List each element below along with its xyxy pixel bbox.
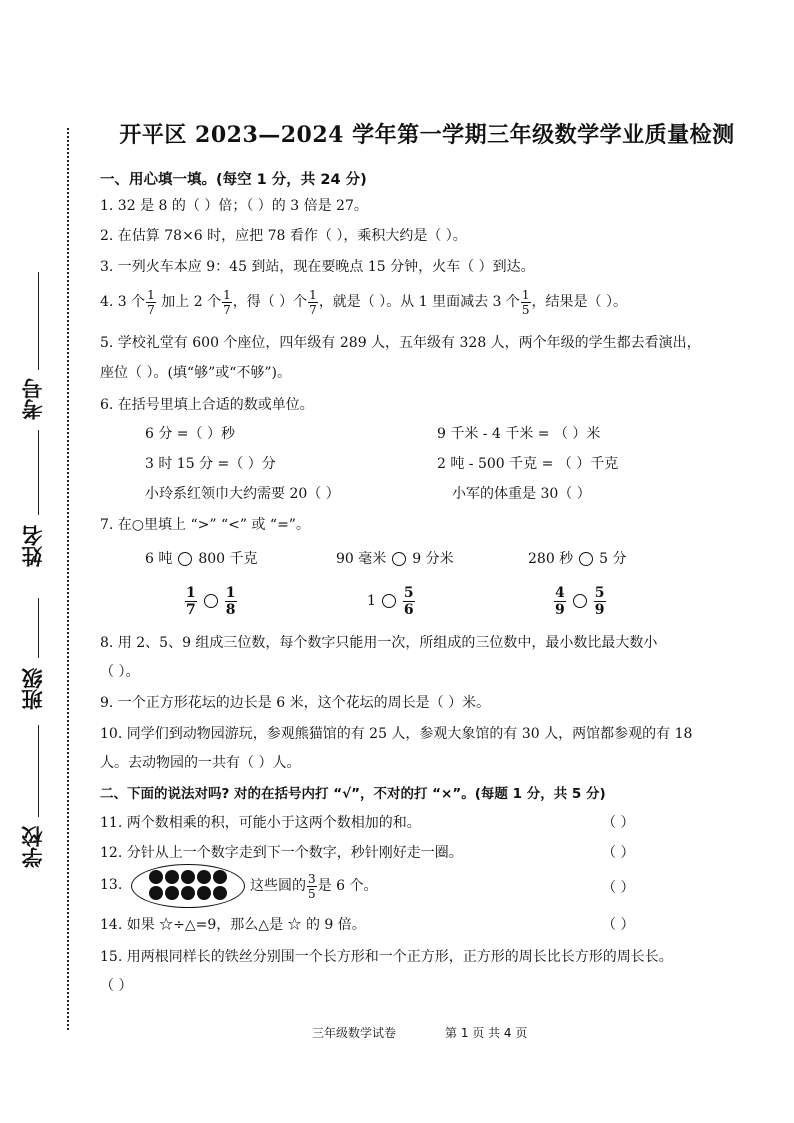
- class-label: 班级: [21, 668, 45, 710]
- question-6d: 2 吨 - 500 千克 = （ ）千克: [437, 456, 619, 472]
- class-line: [38, 598, 39, 658]
- question-12: 12. 分针从上一个数字走到下一个数字，秒针刚好走一圈。: [100, 845, 463, 861]
- question-7e: [367, 581, 416, 621]
- question-6-stem: 6. 在括号里填上合适的数或单位。: [100, 397, 314, 413]
- question-4-part5: ，结果是（ ）。: [531, 294, 627, 310]
- question-14: 14. 如果 ☆÷△=9，那么△是 ☆ 的 9 倍。: [100, 917, 366, 933]
- binding-dotted-line: [67, 128, 69, 1030]
- compare-circle[interactable]: [204, 594, 218, 608]
- compare-circle[interactable]: [573, 594, 587, 608]
- question-4-part2: 加上 2 个: [156, 294, 222, 310]
- circle-dot: [197, 870, 211, 884]
- question-7c: [528, 548, 627, 568]
- question-11: 11. 两个数相乘的积，可能小于这两个数相加的和。: [100, 815, 421, 831]
- circle-dot: [149, 886, 163, 900]
- answer-paren-14[interactable]: （ ）: [602, 917, 635, 933]
- question-13-number: 13.: [100, 877, 123, 893]
- answer-paren-15[interactable]: （ ）: [100, 978, 133, 994]
- question-6c: 3 时 15 分 =（ ）分: [145, 456, 276, 472]
- question-3: 3. 一列火车本应 9：45 到站，现在要晚点 15 分钟，火车（ ）到达。: [100, 259, 535, 275]
- question-4-part1: 4. 3 个: [100, 294, 146, 310]
- circle-dot: [213, 886, 227, 900]
- question-2: 2. 在估算 78×6 时，应把 78 看作（ ），乘积大约是（ ）。: [100, 228, 467, 244]
- section2-heading: 二、下面的说法对吗? 对的在括号内打 “√”，不对的打 “×”。(每题 1 分，共 5 分): [100, 786, 606, 802]
- fraction: $\frac{4}{9}$: [555, 584, 565, 618]
- compare-circle[interactable]: [392, 552, 406, 566]
- compare-circle[interactable]: [382, 594, 396, 608]
- compare-right: 800 千克: [198, 551, 258, 567]
- question-7a: [145, 548, 258, 568]
- question-13-text: [250, 866, 377, 906]
- compare-left: 90 毫米: [336, 551, 387, 567]
- question-5-line1: 5. 学校礼堂有 600 个座位，四年级有 289 人，五年级有 328 人，两个年级的学生都去看演出，: [100, 335, 701, 351]
- answer-paren-13[interactable]: （ ）: [602, 880, 635, 896]
- circle-dot: [165, 870, 179, 884]
- question-6a: 6 分 =（ ）秒: [145, 426, 235, 442]
- question-10-line1: 10. 同学们到动物园游玩，参观熊猫馆的有 25 人，参观大象馆的有 30 人，两馆都参观的有 18: [100, 726, 693, 742]
- name-line: [38, 430, 39, 515]
- circles-group-image: [131, 864, 245, 908]
- question-7-stem: 7. 在○里填上 “>” “<” 或 “=”。: [100, 517, 310, 533]
- compare-circle[interactable]: [579, 552, 593, 566]
- exam-title: 开平区 2023—2024 学年第一学期三年级数学学业质量检测: [119, 122, 735, 148]
- fraction: $\frac{5}{9}$: [594, 584, 605, 618]
- fraction: $\frac{1}{5}$: [521, 287, 530, 317]
- compare-left: 1: [367, 593, 376, 609]
- question-4-part4: ，就是（ ）。从 1 里面减去 3 个: [318, 294, 520, 310]
- compare-right: 5 分: [599, 551, 627, 567]
- question-6f: 小军的体重是 30（ ）: [452, 486, 591, 502]
- question-9: 9. 一个正方形花坛的边长是 6 米，这个花坛的周长是（ ）米。: [100, 695, 491, 711]
- answer-paren-11[interactable]: （ ）: [602, 815, 635, 831]
- question-6b: 9 千米 - 4 千米 = （ ）米: [437, 426, 601, 442]
- question-13-part1: 这些圆的: [250, 878, 306, 894]
- compare-left: 280 秒: [528, 551, 574, 567]
- question-6e: 小玲系红领巾大约需要 20（ ）: [145, 486, 340, 502]
- school-line: [38, 725, 39, 817]
- question-8-line2: （ ）。: [100, 664, 140, 680]
- fraction: $\frac{3}{5}$: [308, 871, 316, 901]
- question-7b: [336, 548, 454, 568]
- school-label: 学校: [21, 826, 45, 868]
- circle-dot: [197, 886, 211, 900]
- footer-page-number: 第 1 页 共 4 页: [445, 1026, 528, 1040]
- circle-dot: [181, 870, 195, 884]
- section1-heading: 一、用心填一填。(每空 1 分，共 24 分): [100, 172, 367, 188]
- circle-dot: [149, 870, 163, 884]
- circle-dot: [181, 886, 195, 900]
- footer-exam-name: 三年级数学试卷: [312, 1026, 397, 1040]
- question-15-line1: 15. 用两根同样长的铁丝分别围一个长方形和一个正方形，正方形的周长比长方形的周长长。: [100, 949, 673, 965]
- question-1: 1. 32 是 8 的（ ）倍；（ ）的 3 倍是 27。: [100, 198, 368, 214]
- question-8-line1: 8. 用 2、5、9 组成三位数，每个数字只能用一次，所组成的三位数中，最小数比最大数小: [100, 635, 658, 651]
- compare-left: 6 吨: [145, 551, 173, 567]
- question-4-part3: ，得（ ）个: [232, 294, 308, 310]
- number-label: 考号: [21, 378, 45, 420]
- fraction: $\frac{1}{7}$: [223, 287, 231, 317]
- fraction: $\frac{1}{7}$: [147, 287, 155, 317]
- name-label: 姓名: [21, 525, 45, 567]
- question-5-line2: 座位（ ）。(填“够”或“不够”)。: [100, 365, 292, 381]
- answer-paren-12[interactable]: （ ）: [602, 845, 635, 861]
- circle-dot: [213, 870, 227, 884]
- circle-dot: [165, 886, 179, 900]
- question-13-part2: 是 6 个。: [317, 878, 378, 894]
- question-10-line2: 人。去动物园的一共有（ ）人。: [100, 755, 301, 771]
- fraction: $\frac{1}{7}$: [309, 287, 317, 317]
- question-7d: [184, 581, 238, 621]
- fraction: $\frac{1}{7}$: [186, 584, 196, 618]
- compare-circle[interactable]: [178, 552, 192, 566]
- fraction: $\frac{5}{6}$: [403, 584, 414, 618]
- number-line: [38, 272, 39, 370]
- compare-right: 9 分米: [412, 551, 454, 567]
- question-4: [100, 282, 627, 322]
- question-7f: [553, 581, 607, 621]
- fraction: $\frac{1}{8}$: [225, 584, 236, 618]
